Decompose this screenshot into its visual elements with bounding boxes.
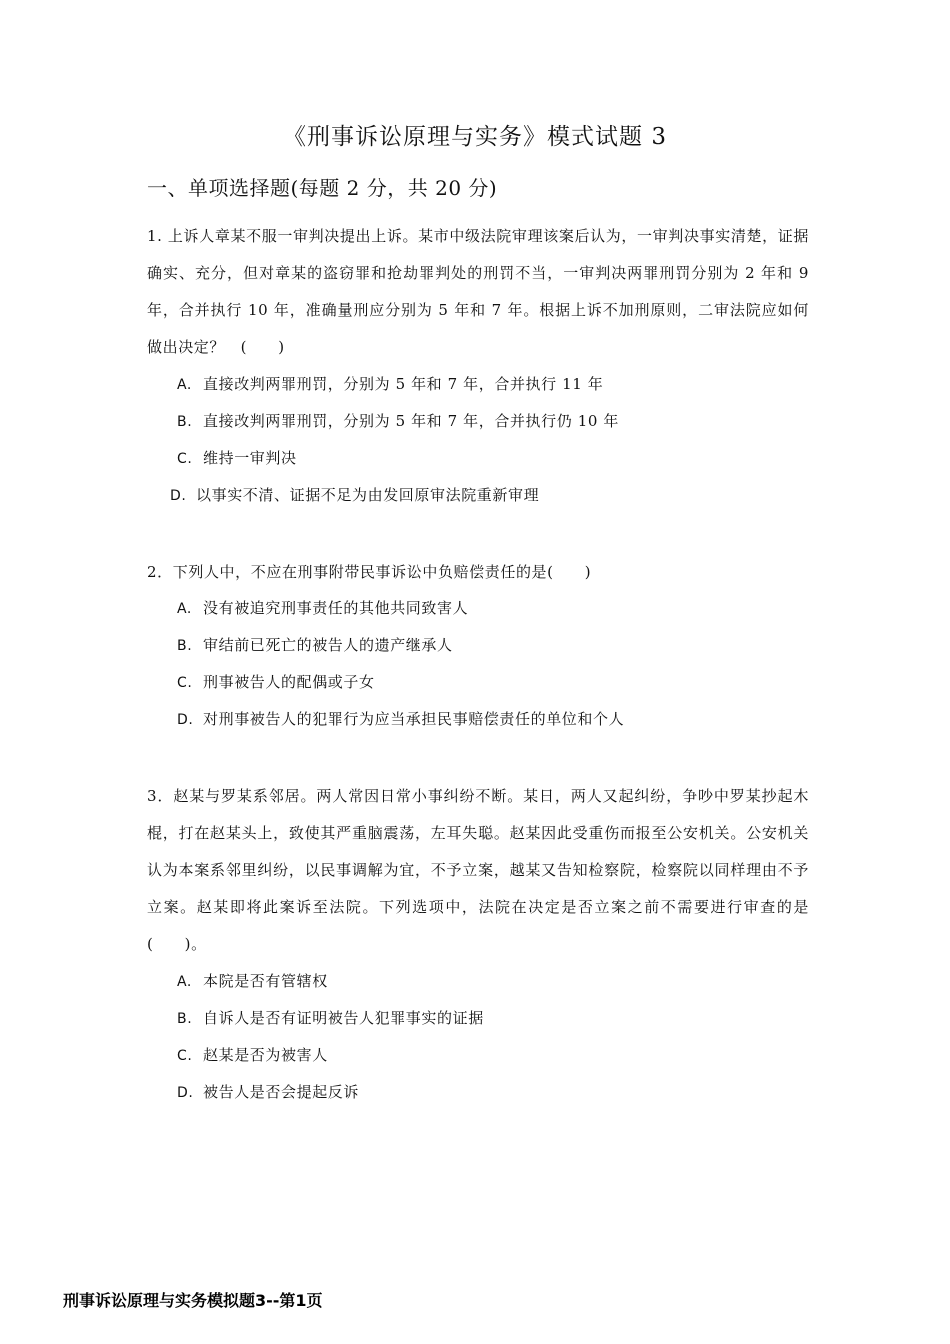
question-3-option-d xyxy=(177,1082,359,1103)
option-text: 自诉人是否有证明被告人犯罪事实的证据 xyxy=(203,1009,484,1027)
question-3-option-c xyxy=(177,1045,328,1066)
option-text: 刑事被告人的配偶或子女 xyxy=(203,673,375,691)
question-1-option-b xyxy=(177,411,619,432)
option-key: A. xyxy=(177,974,192,990)
option-text: 直接改判两罪刑罚，分别为 5 年和 7 年，合并执行仍 10 年 xyxy=(203,412,619,430)
option-key: A. xyxy=(177,377,192,393)
option-text: 对刑事被告人的犯罪行为应当承担民事赔偿责任的单位和个人 xyxy=(203,710,625,728)
option-key: B. xyxy=(177,414,193,430)
option-key: D. xyxy=(170,488,187,504)
question-3-option-b xyxy=(177,1008,484,1029)
option-key: B. xyxy=(177,638,193,654)
option-text: 直接改判两罪刑罚，分别为 5 年和 7 年，合并执行 11 年 xyxy=(203,375,604,393)
question-2-option-c xyxy=(177,672,375,693)
option-text: 被告人是否会提起反诉 xyxy=(203,1083,360,1101)
question-1-option-c xyxy=(177,448,297,469)
question-2-option-d xyxy=(177,709,624,730)
question-2-stem: 2．下列人中，不应在刑事附带民事诉讼中负赔偿责任的是( ) xyxy=(147,563,592,581)
option-text: 赵某是否为被害人 xyxy=(203,1046,328,1064)
question-1-option-a xyxy=(177,374,603,395)
question-3-stem: 3．赵某与罗某系邻居。两人常因日常小事纠纷不断。某日，两人又起纠纷，争吵中罗某抄起木棍，打在赵某头上，致使其严重脑震荡，左耳失聪。赵某因此受重伤而报至公安机关。公安机关认为本案系邻里纠纷，以民事调解为宜，不予立案，越某又告知检察院，检察院以同样理由不予立案。赵某即将此案诉至法院。下列选项中，法院在决定是否立案之前不需要进行审查的是( )。 xyxy=(147,787,809,953)
option-key: D. xyxy=(177,1085,194,1101)
question-2-option-b xyxy=(177,635,453,656)
option-text: 本院是否有管辖权 xyxy=(203,972,328,990)
question-1-option-d xyxy=(170,485,539,506)
option-key: C. xyxy=(177,451,193,467)
option-text: 审结前已死亡的被告人的遗产继承人 xyxy=(203,636,453,654)
option-key: C. xyxy=(177,1048,193,1064)
option-key: B. xyxy=(177,1011,193,1027)
question-2-option-a xyxy=(177,598,468,619)
question-3-option-a xyxy=(177,971,328,992)
question-1-stem: 1. 上诉人章某不服一审判决提出上诉。某市中级法院审理该案后认为，一审判决事实清楚，证据确实、充分，但对章某的盗窃罪和抢劫罪判处的刑罚不当，一审判决两罪刑罚分别为 2 年和 9 年，合并执行 10 年，准确量刑应分别为 5 年和 7 年。根据上诉不加刑原则，二审法院应如何做出决定？ ( ) xyxy=(147,227,809,356)
page-title: 《刑事诉讼原理与实务》模式试题 3 xyxy=(283,124,667,150)
option-text: 没有被追究刑事责任的其他共同致害人 xyxy=(203,599,469,617)
option-key: C. xyxy=(177,675,193,691)
section-heading: 一、单项选择题(每题 2 分，共 20 分) xyxy=(147,176,498,200)
option-text: 维持一审判决 xyxy=(203,449,297,467)
page-footer: 刑事诉讼原理与实务模拟题3--第1页 xyxy=(63,1291,323,1310)
option-key: A. xyxy=(177,601,192,617)
option-text: 以事实不清、证据不足为由发回原审法院重新审理 xyxy=(196,486,540,504)
option-key: D. xyxy=(177,712,194,728)
